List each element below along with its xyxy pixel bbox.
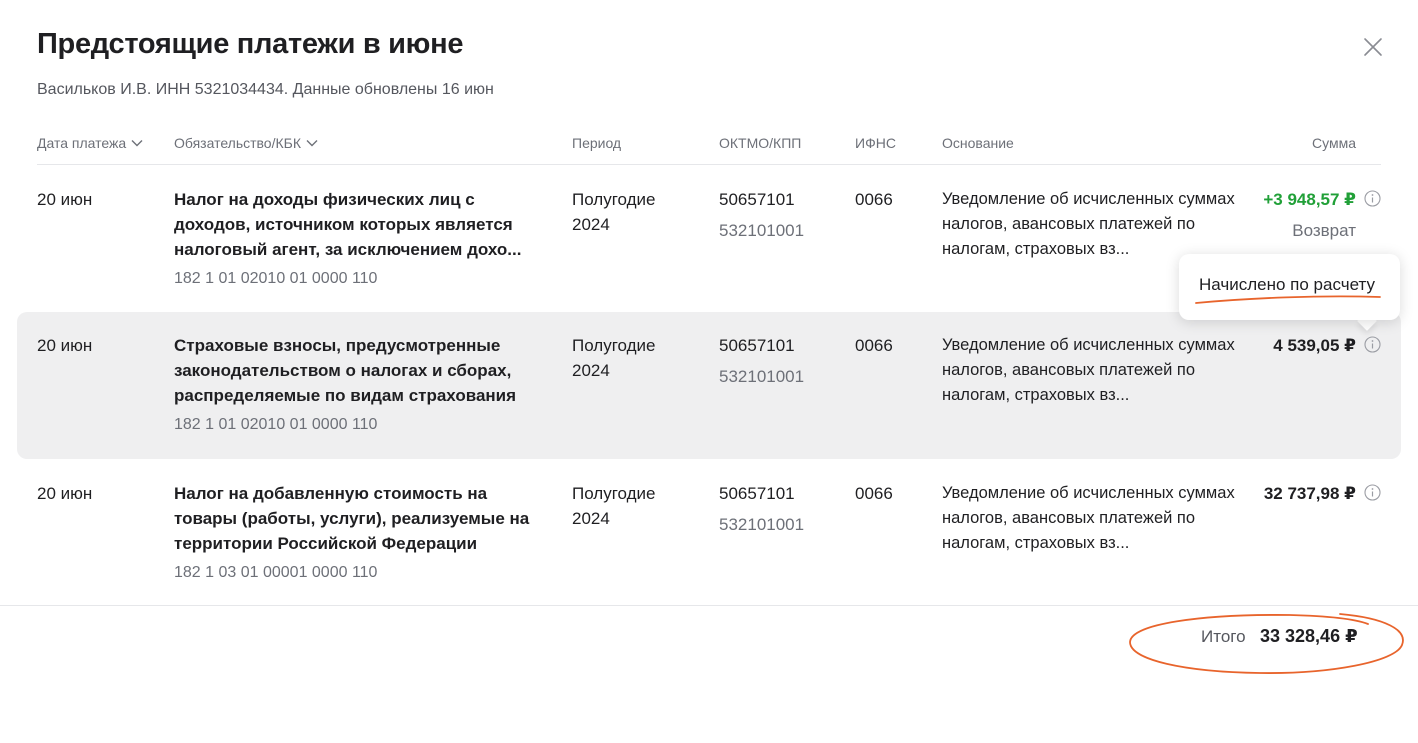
column-header-date[interactable] — [37, 135, 143, 151]
row-oktmo: 50657101 — [719, 484, 795, 503]
row-basis: Уведомление об исчисленных суммах налогов, авансовых платежей по налогам, страховых вз... — [942, 190, 1235, 258]
column-header-ifns: ИФНС — [855, 135, 896, 151]
table-row[interactable] — [37, 460, 1381, 607]
row-date: 20 июн — [37, 190, 93, 209]
tooltip-text: Начислено по расчету — [1199, 275, 1375, 294]
table-row[interactable] — [17, 312, 1401, 459]
row-amount: +3 948,57 ₽ — [1263, 190, 1356, 209]
column-header-amount: Сумма — [1312, 135, 1356, 151]
row-kpp: 532101001 — [719, 221, 805, 240]
chevron-down-icon — [131, 139, 143, 147]
footer-divider — [0, 605, 1418, 606]
close-button[interactable] — [1360, 34, 1386, 60]
column-header-obligation[interactable] — [174, 135, 318, 151]
row-obligation: Налог на добавленную стоимость на товары (работы, услуги), реализуемые на территории Российской Федерации — [174, 484, 530, 553]
row-kpp: 532101001 — [719, 515, 805, 534]
amount-tooltip — [1179, 254, 1400, 320]
row-ifns: 0066 — [855, 336, 893, 355]
row-period: Полугодие 2024 — [572, 336, 656, 380]
row-basis: Уведомление об исчисленных суммах налогов, авансовых платежей по налогам, страховых вз... — [942, 336, 1235, 404]
chevron-down-icon — [306, 139, 318, 147]
column-header-oktmo: ОКТМО/КПП — [719, 135, 802, 151]
total-value: 33 328,46 ₽ — [1260, 626, 1358, 646]
row-ifns: 0066 — [855, 190, 893, 209]
row-ifns: 0066 — [855, 484, 893, 503]
info-icon[interactable] — [1364, 336, 1381, 353]
column-header-period: Период — [572, 135, 622, 151]
row-obligation: Налог на доходы физических лиц с доходов, источником которых является налоговый агент, за исключением дохо... — [174, 190, 522, 259]
row-kpp: 532101001 — [719, 367, 805, 386]
column-header-obligation-label: Обязательство/КБК — [174, 135, 301, 151]
row-kbk: 182 1 01 02010 01 0000 110 — [174, 416, 378, 433]
row-date: 20 июн — [37, 336, 93, 355]
row-period: Полугодие 2024 — [572, 484, 656, 528]
page-title: Предстоящие платежи в июне — [37, 28, 464, 60]
row-amount-note: Возврат — [1292, 221, 1356, 240]
row-kbk: 182 1 01 02010 01 0000 110 — [174, 270, 378, 287]
total-label: Итого — [1201, 627, 1246, 646]
row-oktmo: 50657101 — [719, 336, 795, 355]
info-icon[interactable] — [1364, 484, 1381, 501]
info-icon[interactable] — [1364, 190, 1381, 207]
column-header-basis: Основание — [942, 135, 1014, 151]
table-header — [37, 125, 1381, 165]
row-amount: 32 737,98 ₽ — [1263, 484, 1356, 503]
close-icon — [1360, 34, 1386, 60]
row-period: Полугодие 2024 — [572, 190, 656, 234]
row-basis: Уведомление об исчисленных суммах налогов, авансовых платежей по налогам, страховых вз... — [942, 484, 1235, 552]
row-oktmo: 50657101 — [719, 190, 795, 209]
row-amount: 4 539,05 ₽ — [1273, 336, 1356, 355]
page-subtitle: Васильков И.В. ИНН 5321034434. Данные обновлены 16 июн — [37, 81, 494, 98]
column-header-date-label: Дата платежа — [37, 135, 127, 151]
row-kbk: 182 1 03 01 00001 0000 110 — [174, 564, 378, 581]
row-obligation: Страховые взносы, предусмотренные законодательством о налогах и сборах, распределяемые по видам страхования — [174, 336, 517, 405]
row-date: 20 июн — [37, 484, 93, 503]
